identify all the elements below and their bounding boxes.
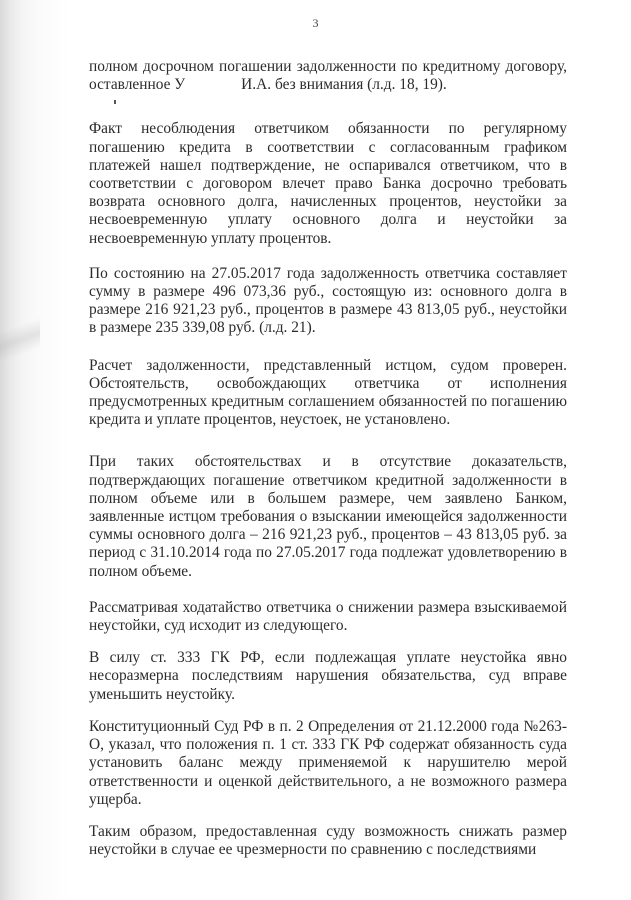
paragraph-continuation bbox=[89, 58, 567, 94]
paragraph-constitutional-court: Конституционный Суд РФ в п. 2 Определения от 21.12.2000 года №263-О, указал, что положения п. 1 ст. 333 ГК РФ содержат обязанность суда установить баланс между применяемой к нарушителю мерой ответственности и оценкой действительного, а не возможного размера ущерба. bbox=[89, 717, 567, 808]
paragraph-penalty-motion: Рассматривая ходатайство ответчика о снижении размера взыскиваемой неустойки, суд исходит из следующего. bbox=[89, 598, 567, 635]
paragraph-debt-amount: По состоянию на 27.05.2017 года задолженность ответчика составляет сумму в размере 496 073,36 руб., состоящую из: основного долга в размере 216 921,23 руб., процентов в размере 43 813,05 руб., неустойки в размере 235 339,08 руб. (л.д. 21). bbox=[89, 264, 567, 337]
paragraph-text-after-redaction: И.А. без внимания (л.д. 18, 19). bbox=[241, 76, 447, 94]
document-body bbox=[89, 58, 567, 877]
paragraph-conclusion-start: Таким образом, предоставленная суду возможность снижать размер неустойки в случае ее чрезмерности по сравнению с последствиями bbox=[89, 822, 567, 859]
paragraph-default-fact: Факт несоблюдения ответчиком обязанности по регулярному погашению кредита в соответствии с согласованным графиком платежей нашел подтверждение, не оспаривался ответчиком, что в соответствии с договором влечет право Банка досрочно требовать возврата основного долга, начисленных процентов, неустойки за несвоевременную уплату основного долга и неустойки за несвоевременную уплату процентов. bbox=[89, 120, 567, 247]
paragraph-claims-satisfied: При таких обстоятельствах и в отсутствие доказательств, подтверждающих погашение ответчиком кредитной задолженности в полном объеме или в большем размере, чем заявлено Банком, заявленные истцом требования о взыскании имеющейся задолженности суммы основного долга – 216 921,23 руб., процентов – 43 813,05 руб. за период с 31.10.2014 года по 27.05.2017 года подлежат удовлетворению в полном объеме. bbox=[89, 453, 567, 580]
page-number: 3 bbox=[312, 16, 319, 30]
paragraph-text-before-redaction: полном досрочном погашении задолженности по кредитному договору, оставленное У bbox=[89, 58, 567, 94]
paragraph-calculation-checked: Расчет задолженности, представленный истцом, судом проверен. Обстоятельств, освобождающих ответчика от исполнения предусмотренных кредитным соглашением обязанностей по погашению кредита и уплате процентов, неустоек, не установлено. bbox=[89, 356, 567, 429]
paragraph-article-333: В силу ст. 333 ГК РФ, если подлежащая уплате неустойка явно несоразмерна последствиям нарушения обязательства, суд вправе уменьшить неустойку. bbox=[89, 649, 567, 703]
paper-fold-shadow bbox=[0, 270, 40, 410]
